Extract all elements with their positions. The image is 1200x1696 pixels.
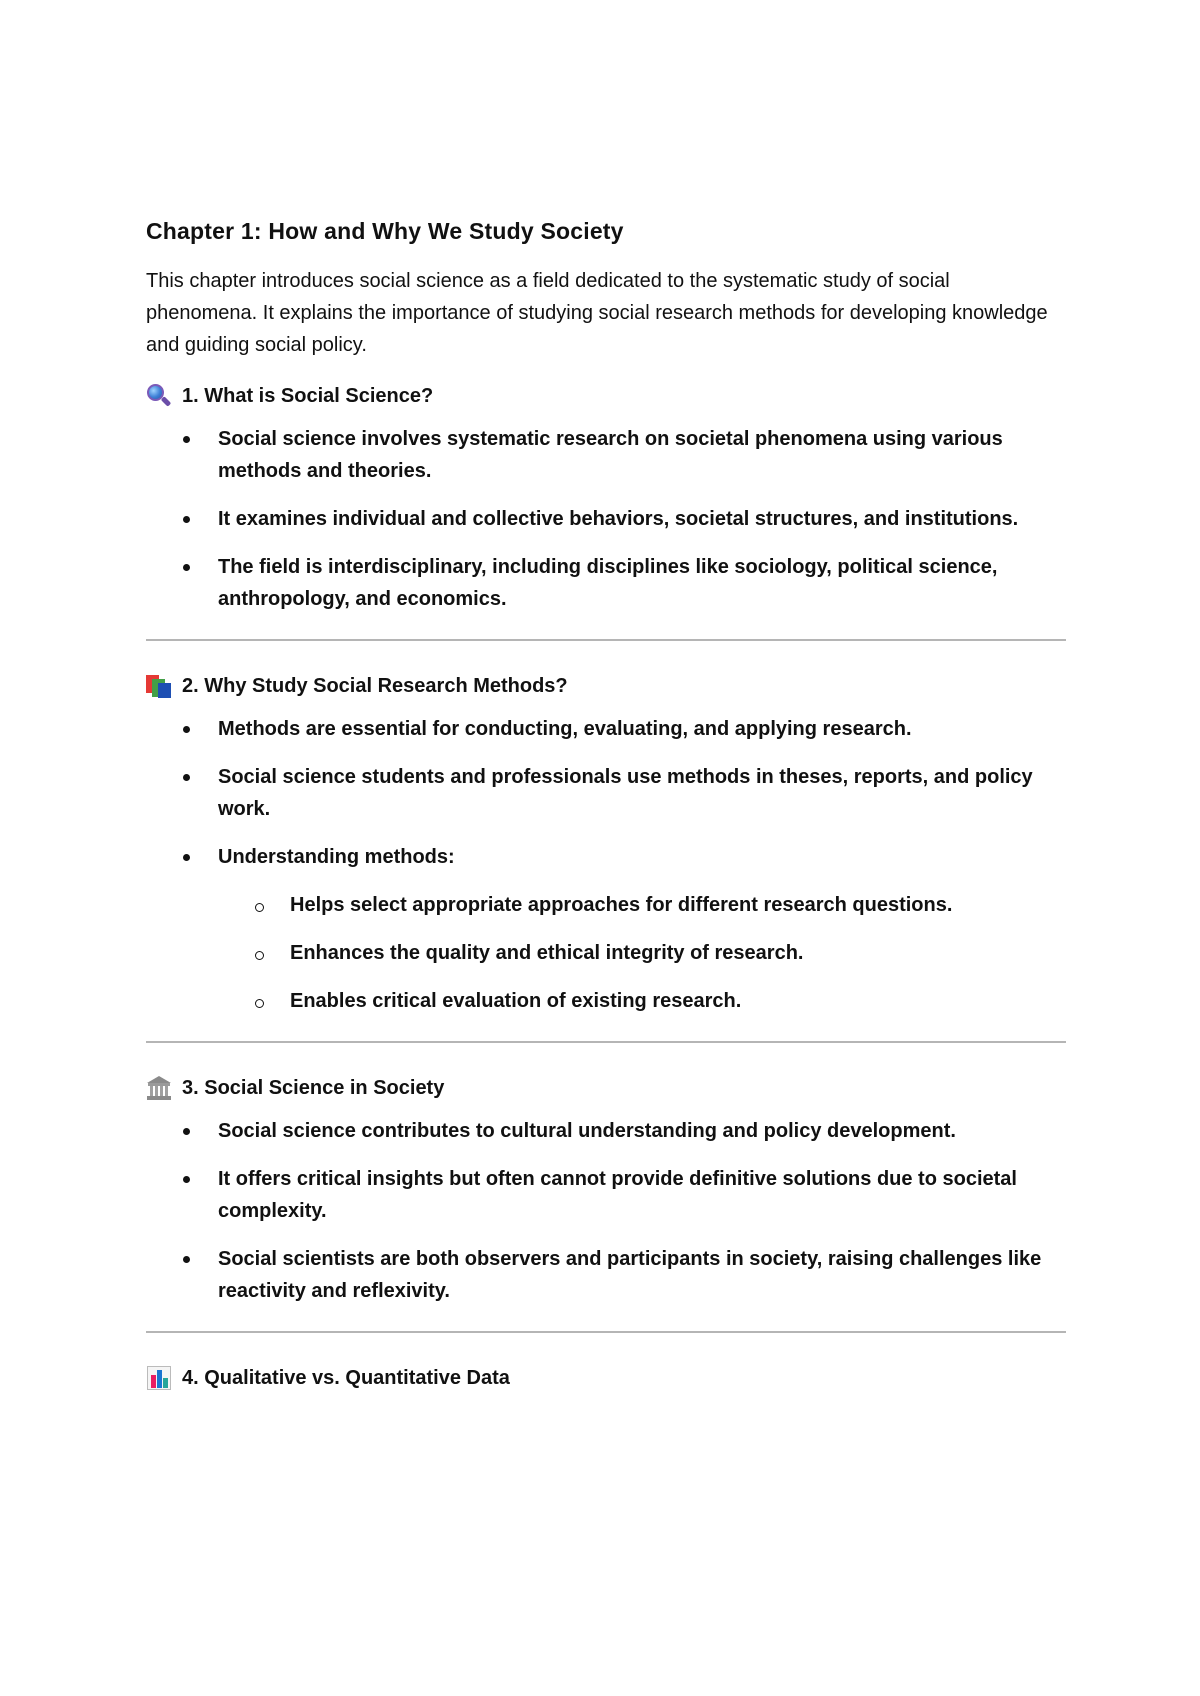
section-heading-text: 1. What is Social Science? — [182, 385, 434, 407]
bullet-icon — [183, 854, 190, 861]
bullet-list — [146, 1115, 1066, 1307]
list-item-text: Social science involves systematic research on societal phenomena using various methods and theories. — [218, 428, 1003, 482]
section-social-science-in-society — [146, 1073, 1066, 1307]
bullet-icon — [183, 1176, 190, 1183]
list-item — [146, 761, 1066, 825]
hollow-bullet-icon — [255, 999, 264, 1008]
bullet-icon — [183, 436, 190, 443]
list-item-text: Enables critical evaluation of existing research. — [290, 990, 742, 1012]
section-heading-3 — [146, 1073, 1066, 1103]
section-why-study-methods — [146, 671, 1066, 1017]
sub-list-item — [218, 985, 1066, 1017]
list-item — [146, 423, 1066, 487]
chapter-title: Chapter 1: How and Why We Study Society — [146, 218, 624, 244]
section-what-is-social-science — [146, 381, 1066, 615]
list-item-text: Methods are essential for conducting, evaluating, and applying research. — [218, 718, 912, 740]
section-heading-4 — [146, 1363, 1066, 1393]
section-heading-1 — [146, 381, 1066, 411]
sub-list-item — [218, 937, 1066, 969]
sub-bullet-list — [218, 889, 1066, 1017]
bar-chart-icon — [146, 1365, 172, 1391]
list-item-text: Social scientists are both observers and participants in society, raising challenges like reactivity and reflexivity. — [218, 1248, 1042, 1302]
list-item — [146, 1163, 1066, 1227]
section-divider — [146, 639, 1066, 641]
bank-icon — [146, 1075, 172, 1101]
list-item — [146, 841, 1066, 1017]
sub-list-item — [218, 889, 1066, 921]
hollow-bullet-icon — [255, 951, 264, 960]
bullet-icon — [183, 516, 190, 523]
books-icon — [146, 673, 172, 699]
bullet-icon — [183, 1128, 190, 1135]
list-item-text: Enhances the quality and ethical integrity of research. — [290, 942, 804, 964]
list-item-text: The field is interdisciplinary, including disciplines like sociology, political science, anthropology, and economics. — [218, 556, 998, 610]
list-item-text: Social science contributes to cultural understanding and policy development. — [218, 1120, 956, 1142]
section-divider — [146, 1041, 1066, 1043]
bullet-icon — [183, 1256, 190, 1263]
hollow-bullet-icon — [255, 903, 264, 912]
list-item — [146, 1115, 1066, 1147]
list-item-text: Helps select appropriate approaches for different research questions. — [290, 894, 953, 916]
list-item-text: Social science students and professionals use methods in theses, reports, and policy work. — [218, 766, 1033, 820]
list-item-text: It examines individual and collective behaviors, societal structures, and institutions. — [218, 508, 1019, 530]
bullet-icon — [183, 726, 190, 733]
bullet-icon — [183, 774, 190, 781]
bullet-list — [146, 713, 1066, 1017]
bullet-icon — [183, 564, 190, 571]
section-heading-text: 3. Social Science in Society — [182, 1077, 445, 1099]
list-item-text: Understanding methods: — [218, 846, 455, 868]
section-heading-2 — [146, 671, 1066, 701]
section-divider — [146, 1331, 1066, 1333]
chapter-intro: This chapter introduces social science as a field dedicated to the systematic study of social phenomena. It explains the importance of studying social research methods for developing knowledge and guiding social policy. — [146, 270, 1048, 356]
list-item — [146, 551, 1066, 615]
list-item-text: It offers critical insights but often cannot provide definitive solutions due to societal complexity. — [218, 1168, 1017, 1222]
document-page — [146, 218, 1066, 1405]
section-heading-text: 2. Why Study Social Research Methods? — [182, 675, 568, 697]
magnifier-icon — [146, 383, 172, 409]
list-item — [146, 503, 1066, 535]
section-heading-text: 4. Qualitative vs. Quantitative Data — [182, 1367, 510, 1389]
section-qualitative-vs-quantitative — [146, 1363, 1066, 1393]
list-item — [146, 1243, 1066, 1307]
bullet-list — [146, 423, 1066, 615]
list-item — [146, 713, 1066, 745]
